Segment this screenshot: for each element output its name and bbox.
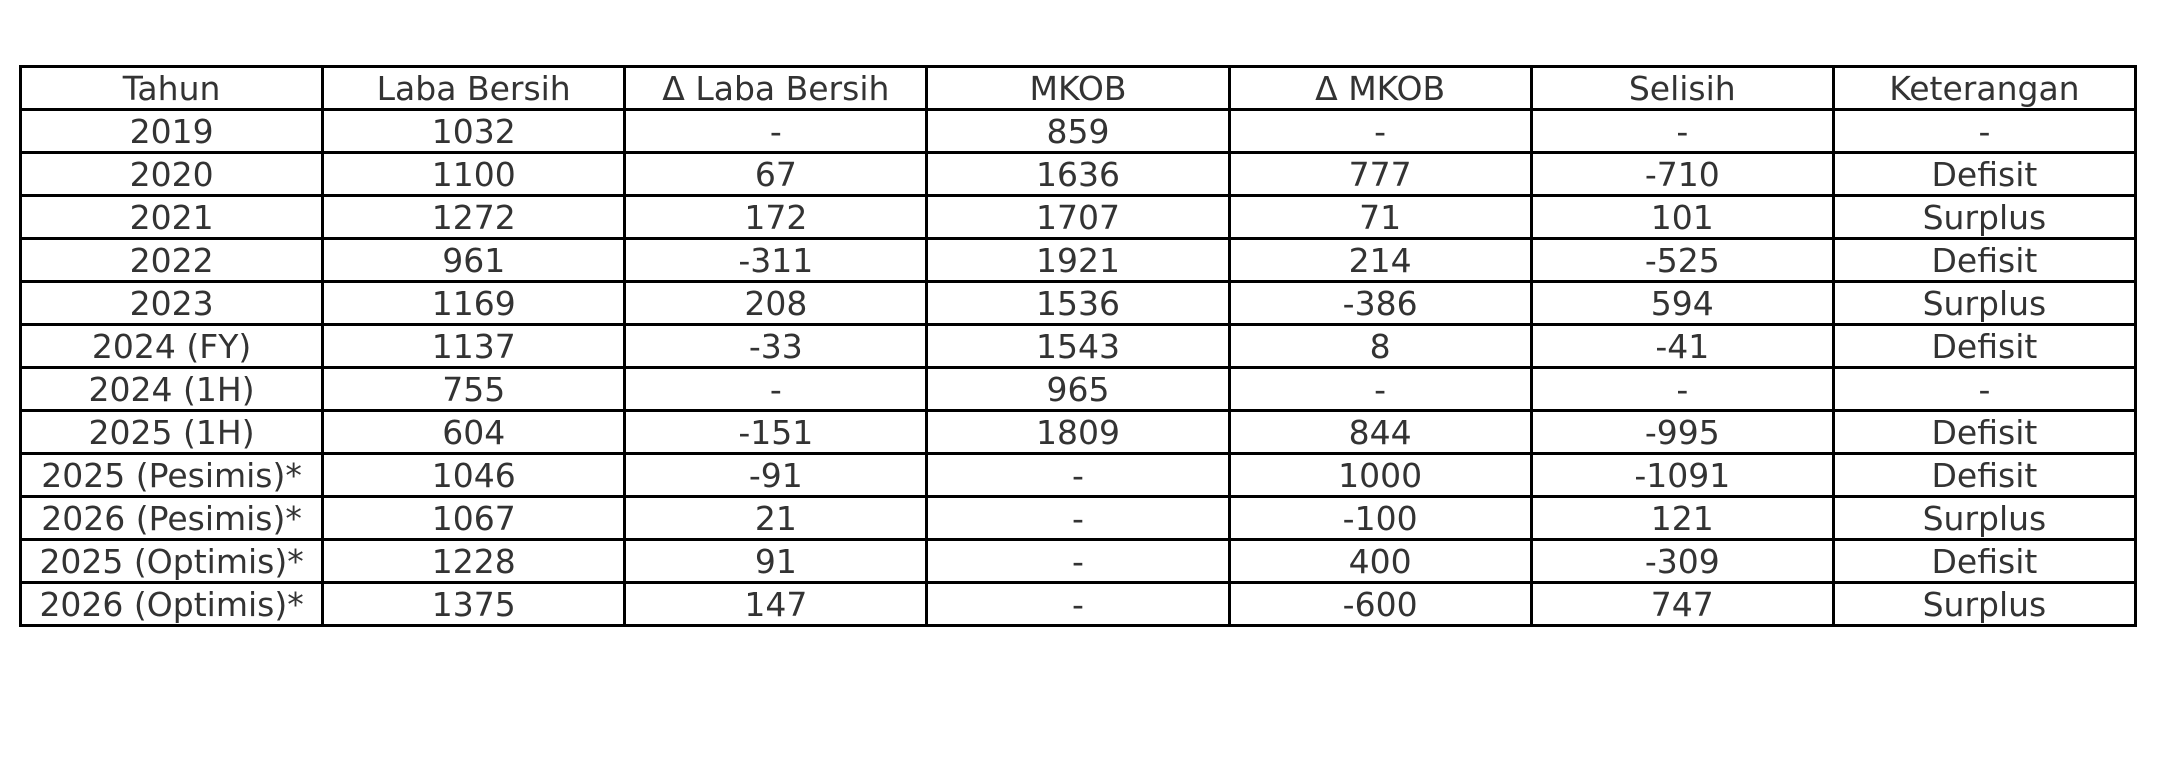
header-tahun: Tahun bbox=[21, 67, 323, 110]
cell-mkob: 1921 bbox=[927, 239, 1229, 282]
cell-delta-laba-bersih: 21 bbox=[625, 497, 927, 540]
cell-keterangan: - bbox=[1833, 110, 2135, 153]
cell-selisih: -525 bbox=[1531, 239, 1833, 282]
cell-delta-mkob: -100 bbox=[1229, 497, 1531, 540]
cell-selisih: - bbox=[1531, 110, 1833, 153]
cell-laba-bersih: 1272 bbox=[323, 196, 625, 239]
table-row bbox=[21, 239, 2136, 282]
cell-keterangan: Defisit bbox=[1833, 411, 2135, 454]
cell-delta-mkob: 8 bbox=[1229, 325, 1531, 368]
cell-tahun: 2023 bbox=[21, 282, 323, 325]
cell-selisih: -41 bbox=[1531, 325, 1833, 368]
cell-tahun: 2024 (1H) bbox=[21, 368, 323, 411]
cell-delta-mkob: 400 bbox=[1229, 540, 1531, 583]
cell-laba-bersih: 1137 bbox=[323, 325, 625, 368]
cell-mkob: 859 bbox=[927, 110, 1229, 153]
cell-selisih: -1091 bbox=[1531, 454, 1833, 497]
cell-delta-mkob: 214 bbox=[1229, 239, 1531, 282]
cell-delta-mkob: 1000 bbox=[1229, 454, 1531, 497]
cell-tahun: 2020 bbox=[21, 153, 323, 196]
table-body bbox=[21, 110, 2136, 626]
cell-laba-bersih: 1375 bbox=[323, 583, 625, 626]
table-row bbox=[21, 497, 2136, 540]
cell-delta-laba-bersih: 147 bbox=[625, 583, 927, 626]
cell-tahun: 2021 bbox=[21, 196, 323, 239]
cell-delta-mkob: - bbox=[1229, 368, 1531, 411]
cell-laba-bersih: 604 bbox=[323, 411, 625, 454]
header-selisih: Selisih bbox=[1531, 67, 1833, 110]
cell-delta-mkob: 777 bbox=[1229, 153, 1531, 196]
cell-tahun: 2024 (FY) bbox=[21, 325, 323, 368]
header-delta-mkob: Δ MKOB bbox=[1229, 67, 1531, 110]
header-keterangan: Keterangan bbox=[1833, 67, 2135, 110]
cell-delta-laba-bersih: 208 bbox=[625, 282, 927, 325]
cell-delta-laba-bersih: -311 bbox=[625, 239, 927, 282]
cell-laba-bersih: 961 bbox=[323, 239, 625, 282]
cell-delta-laba-bersih: 91 bbox=[625, 540, 927, 583]
cell-keterangan: Surplus bbox=[1833, 497, 2135, 540]
cell-laba-bersih: 1100 bbox=[323, 153, 625, 196]
header-delta-laba-bersih: Δ Laba Bersih bbox=[625, 67, 927, 110]
table-row bbox=[21, 196, 2136, 239]
cell-delta-laba-bersih: - bbox=[625, 368, 927, 411]
cell-keterangan: Defisit bbox=[1833, 540, 2135, 583]
cell-mkob: 1809 bbox=[927, 411, 1229, 454]
cell-laba-bersih: 1169 bbox=[323, 282, 625, 325]
cell-delta-laba-bersih: 67 bbox=[625, 153, 927, 196]
cell-delta-laba-bersih: -151 bbox=[625, 411, 927, 454]
cell-tahun: 2025 (Pesimis)* bbox=[21, 454, 323, 497]
table-row bbox=[21, 153, 2136, 196]
cell-mkob: 1636 bbox=[927, 153, 1229, 196]
cell-keterangan: Surplus bbox=[1833, 196, 2135, 239]
cell-delta-laba-bersih: -33 bbox=[625, 325, 927, 368]
cell-delta-mkob: 71 bbox=[1229, 196, 1531, 239]
table-row bbox=[21, 411, 2136, 454]
cell-mkob: 1707 bbox=[927, 196, 1229, 239]
cell-delta-laba-bersih: 172 bbox=[625, 196, 927, 239]
cell-laba-bersih: 1032 bbox=[323, 110, 625, 153]
table-row bbox=[21, 282, 2136, 325]
cell-delta-laba-bersih: - bbox=[625, 110, 927, 153]
cell-mkob: - bbox=[927, 497, 1229, 540]
cell-keterangan: - bbox=[1833, 368, 2135, 411]
cell-keterangan: Defisit bbox=[1833, 239, 2135, 282]
cell-selisih: 101 bbox=[1531, 196, 1833, 239]
cell-keterangan: Defisit bbox=[1833, 153, 2135, 196]
cell-mkob: 965 bbox=[927, 368, 1229, 411]
cell-selisih: - bbox=[1531, 368, 1833, 411]
cell-selisih: -710 bbox=[1531, 153, 1833, 196]
data-table bbox=[19, 65, 2137, 627]
cell-laba-bersih: 1046 bbox=[323, 454, 625, 497]
cell-tahun: 2019 bbox=[21, 110, 323, 153]
table-row bbox=[21, 454, 2136, 497]
cell-delta-laba-bersih: -91 bbox=[625, 454, 927, 497]
cell-delta-mkob: - bbox=[1229, 110, 1531, 153]
cell-tahun: 2025 (Optimis)* bbox=[21, 540, 323, 583]
cell-tahun: 2025 (1H) bbox=[21, 411, 323, 454]
cell-keterangan: Surplus bbox=[1833, 282, 2135, 325]
cell-delta-mkob: -386 bbox=[1229, 282, 1531, 325]
cell-selisih: 747 bbox=[1531, 583, 1833, 626]
table-row bbox=[21, 583, 2136, 626]
table-row bbox=[21, 325, 2136, 368]
header-mkob: MKOB bbox=[927, 67, 1229, 110]
table-header-row bbox=[21, 67, 2136, 110]
cell-selisih: -309 bbox=[1531, 540, 1833, 583]
cell-tahun: 2026 (Optimis)* bbox=[21, 583, 323, 626]
cell-mkob: 1536 bbox=[927, 282, 1229, 325]
table-row bbox=[21, 540, 2136, 583]
cell-tahun: 2022 bbox=[21, 239, 323, 282]
cell-laba-bersih: 1228 bbox=[323, 540, 625, 583]
cell-laba-bersih: 755 bbox=[323, 368, 625, 411]
cell-mkob: 1543 bbox=[927, 325, 1229, 368]
cell-selisih: 121 bbox=[1531, 497, 1833, 540]
cell-laba-bersih: 1067 bbox=[323, 497, 625, 540]
cell-delta-mkob: 844 bbox=[1229, 411, 1531, 454]
cell-selisih: -995 bbox=[1531, 411, 1833, 454]
cell-keterangan: Defisit bbox=[1833, 454, 2135, 497]
cell-tahun: 2026 (Pesimis)* bbox=[21, 497, 323, 540]
cell-keterangan: Defisit bbox=[1833, 325, 2135, 368]
cell-mkob: - bbox=[927, 540, 1229, 583]
cell-mkob: - bbox=[927, 454, 1229, 497]
table-row bbox=[21, 110, 2136, 153]
header-laba-bersih: Laba Bersih bbox=[323, 67, 625, 110]
cell-keterangan: Surplus bbox=[1833, 583, 2135, 626]
cell-mkob: - bbox=[927, 583, 1229, 626]
cell-selisih: 594 bbox=[1531, 282, 1833, 325]
cell-delta-mkob: -600 bbox=[1229, 583, 1531, 626]
table-row bbox=[21, 368, 2136, 411]
